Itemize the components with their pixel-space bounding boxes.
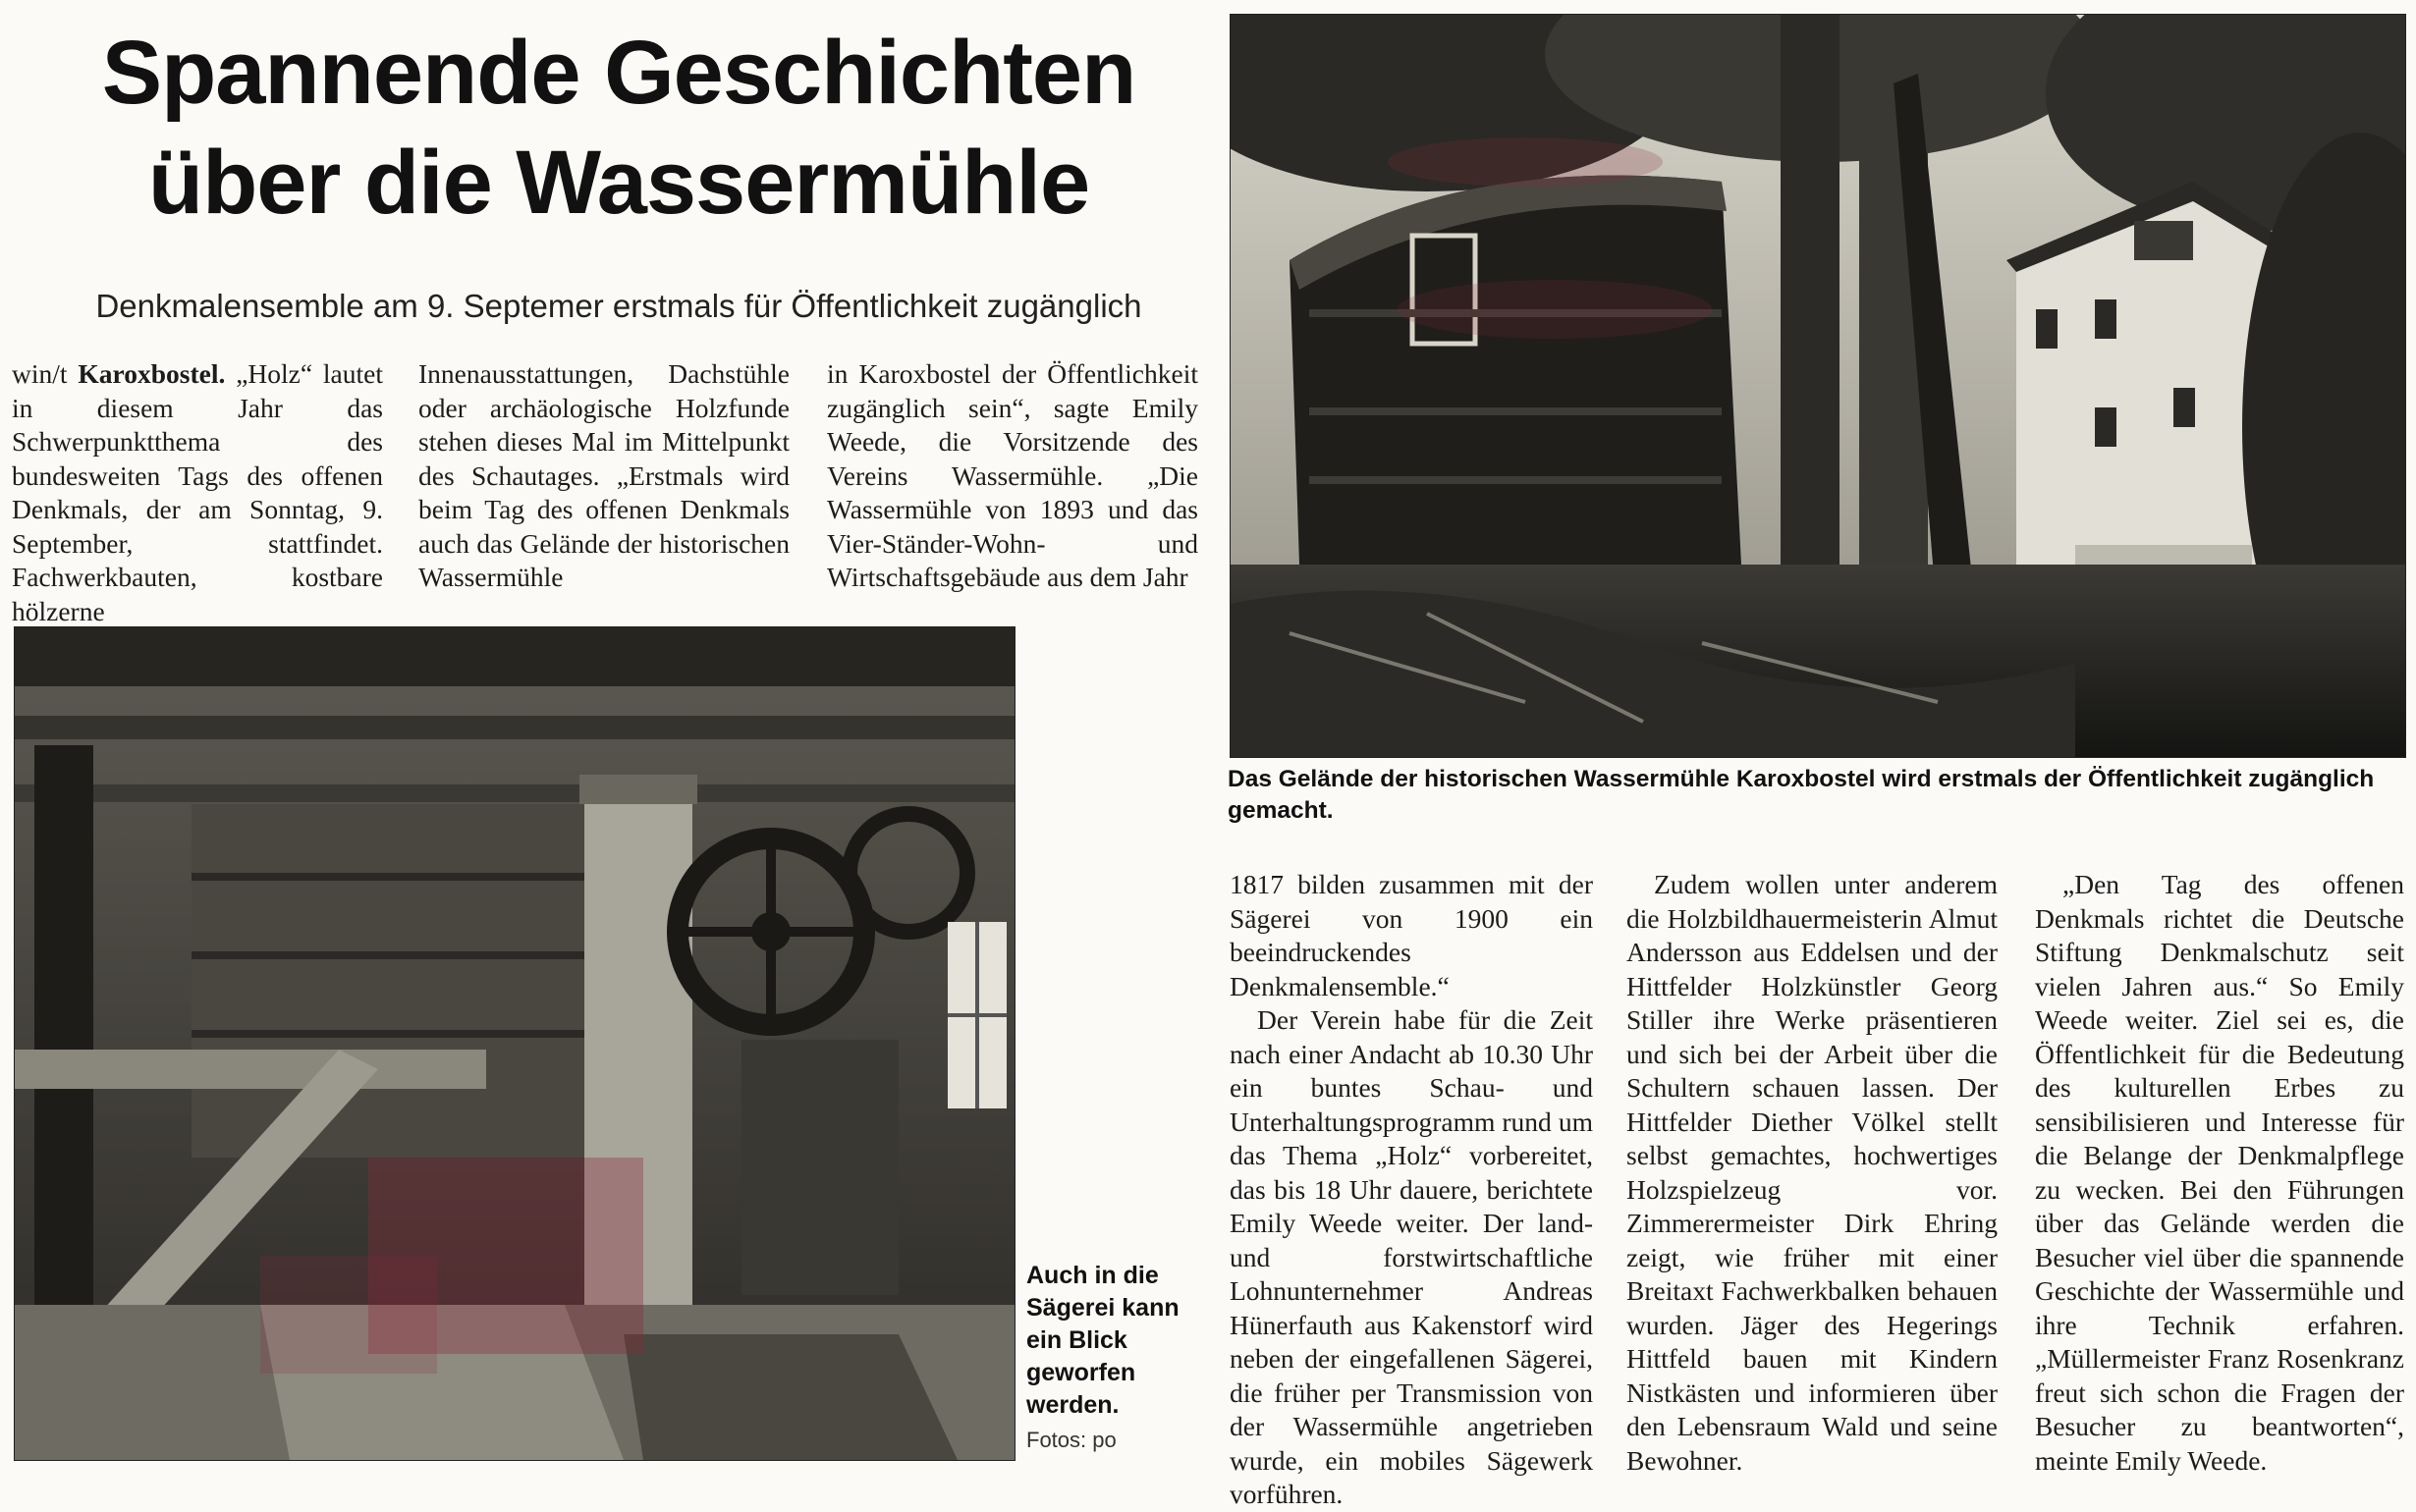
dateline-place: Karoxbostel. [78, 358, 226, 389]
body-column-3-paragraph-1: „Den Tag des offenen Denkmals richtet die Deutsche Stiftung Denkmalschutz seit vielen Jahren aus.“ So Emily Weede weiter. Ziel sei es, die Öffentlichkeit für die Bedeutung des kulturellen Erbes zu sensibilisieren und Interesse für die Belange der Denkmalpflege zu wecken. Bei den Führungen über das Gelände werden die Besucher viel über die spannende Geschichte der Wassermühle und ihre Technik erfahren. „Müllermeister Franz Rosenkranz freut sich schon die Fragen der Besucher zu beantworten“, meinte Emily Weede. [2035, 869, 2404, 1476]
body-column-2-paragraph-1: Zudem wollen unter anderem die Holzbildhauermeisterin Almut Andersson aus Eddelsen und der Hittfelder Holzkünstler Georg Stiller ihre Werke präsentieren und sich bei der Arbeit über die Schultern schauen lassen. Der Hittfelder Diether Völkel stellt selbst gemachtes, hochwertiges Holzspielzeug vor. Zimmerermeister Dirk Ehring zeigt, wie früher mit einer Breitaxt Fachwerkbalken behauen wurden. Jäger des Hegerings Hittfeld bauen mit Kindern Nistkästen und informieren über den Lebensraum Wald und seine Bewohner. [1626, 869, 1998, 1476]
body-column-3 [2035, 868, 2404, 1478]
photo-sawmill-interior-image [15, 627, 1015, 1460]
dateline-prefix: win/t [12, 358, 79, 389]
sawmill-caption-line-2: Sägerei kann [1026, 1294, 1180, 1322]
subheadline: Denkmalensemble am 9. Septemer erstmals für Öffentlichkeit zugänglich [95, 288, 1142, 324]
intro-column-3-text: in Karoxbostel der Öffentlichkeit zugänglich sein“, sagte Emily Weede, die Vorsitzende des Vereins Wassermühle. „Die Wassermühle von 1893 und das Vier-Ständer-Wohn- und Wirtschaftsgebäude aus dem Jahr [827, 358, 1198, 592]
sawmill-caption-line-5: werden. [1026, 1391, 1120, 1419]
sawmill-caption-line-3: ein Blick [1026, 1326, 1127, 1354]
sawmill-caption-line-4: geworfen [1026, 1359, 1136, 1386]
photo-watermill-grounds-caption: Das Gelände der historischen Wassermühle Karoxbostel wird erstmals der Öffentlichkeit zugänglich gemacht. [1228, 766, 2375, 824]
intro-column-2-text: Innenausstattungen, Dachstühle oder archäologische Holzfunde stehen dieses Mal im Mittelpunkt des Schautages. „Erstmals wird beim Tag des offenen Denkmals auch das Gelände der historischen Wassermühle [418, 358, 790, 592]
body-column-2 [1626, 868, 1998, 1478]
headline-line-2: über die Wassermühle [147, 133, 1090, 233]
intro-column-1 [12, 357, 383, 628]
body-column-1-paragraph-2: Der Verein habe für die Zeit nach einer Andacht ab 10.30 Uhr ein buntes Schau- und Unterhaltungsprogramm rund um das Thema „Holz“ vorbereitet, das bis 18 Uhr dauere, berichtete Emily Weede weiter. Der land- und forstwirtschaftliche Lohnunternehmer Andreas Hünerfauth aus Kakenstorf wird neben der eingefallenen Sägerei, die früher per Transmission von der Wassermühle angetrieben wurde, ein mobiles Sägewerk vorführen. [1230, 1004, 1593, 1509]
photo-watermill-grounds [1230, 14, 2406, 758]
photo-sawmill-interior [14, 626, 1016, 1461]
body-column-1-paragraph-1: 1817 bilden zusammen mit der Sägerei von 1900 ein beeindruckendes Denkmalensemble.“ [1230, 869, 1593, 1001]
intro-column-2 [418, 357, 790, 595]
photo-sawmill-caption [1026, 1260, 1183, 1456]
photo-credit: Fotos: po [1026, 1428, 1117, 1452]
body-column-1 [1230, 868, 1593, 1512]
sawmill-caption-line-1: Auch in die [1026, 1262, 1159, 1289]
intro-column-1-text: „Holz“ lautet in diesem Jahr das Schwerpunktthema des bundesweiten Tags des offenen Denkmals, der am Sonntag, 9. September, stattfindet. Fachwerkbauten, kostbare hölzerne [12, 358, 383, 626]
headline-line-1: Spannende Geschichten [101, 23, 1136, 123]
photo-watermill-grounds-image [1231, 15, 2405, 757]
headline [39, 18, 1198, 238]
intro-column-3 [827, 357, 1198, 595]
